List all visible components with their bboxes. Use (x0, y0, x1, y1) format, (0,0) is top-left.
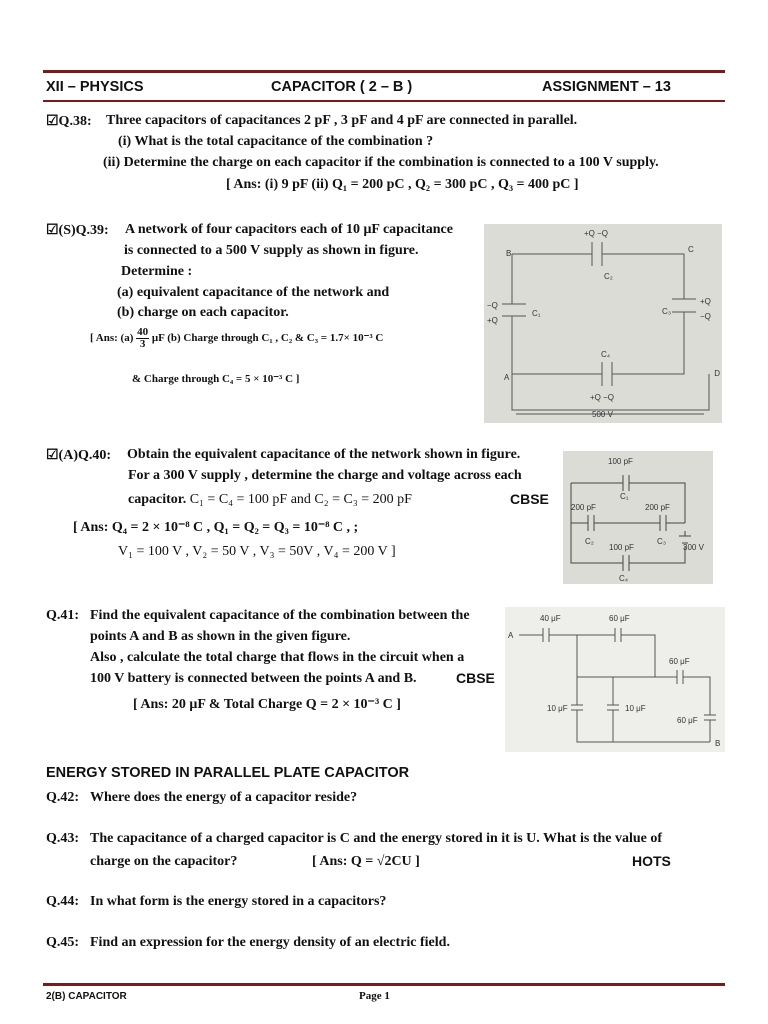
q43-answer: [ Ans: Q = √2CU ] (312, 854, 420, 869)
q38-answer: [ Ans: (i) 9 pF (ii) Q₁ = 200 pC , Q₂ = 300 pC , Q₃ = 400 pC ] (226, 177, 579, 192)
q40-circuit-diagram (563, 451, 713, 584)
q41-cap1-value: 40 μF (540, 614, 561, 623)
q38-text: Three capacitors of capacitances 2 pF , 3 pF and 4 pF are connected in parallel. (106, 113, 578, 128)
footer-rule (43, 983, 725, 986)
q39-line1: A network of four capacitors each of 10 μF capacitance (125, 222, 453, 237)
q40-figure (563, 451, 713, 584)
q40-answer2: V₁ = 100 V , V₂ = 50 V , V₃ = 50V , V₄ = 200 V ] (118, 544, 396, 559)
header-rule-top (43, 70, 725, 73)
q39-answer-num: 40 (137, 326, 149, 338)
q43-text: The capacitance of a charged capacitor is C and the energy stored in it is U. What is the value of (90, 831, 663, 846)
q39-answer-prefix: [ Ans: (a) (90, 332, 134, 345)
header-rule-bottom (43, 100, 725, 102)
q38-part-ii: (ii) Determine the charge on each capacitor if the combination is connected to a 100 V supply. (103, 155, 659, 170)
q41-cap3-value: 60 μF (669, 657, 690, 666)
q40-line3-prefix: capacitor. (128, 492, 187, 507)
q39-top-charge: +Q −Q (584, 229, 609, 238)
q43-line2: charge on the capacitor? (90, 854, 238, 869)
q40-line2: For a 300 V supply , determine the charge and voltage across each (128, 468, 522, 483)
q39-line2: is connected to a 500 V supply as shown in figure. (124, 243, 419, 258)
q41-cap2-value: 60 μF (609, 614, 630, 623)
footer-page: Page 1 (359, 990, 390, 1002)
q43-label: Q.43: (46, 831, 80, 846)
q39-node-a: A (504, 373, 510, 382)
q41-cbse-tag: CBSE (456, 670, 495, 686)
q40-c4-label: C₄ (619, 574, 629, 583)
q40-answer1: [ Ans: Q₄ = 2 × 10⁻⁸ C , Q₁ = Q₂ = Q₃ = 10⁻⁸ C , ; (73, 520, 359, 535)
q40-c4-value: 100 pF (609, 543, 634, 552)
q45-text: Find an expression for the energy density of an electric field. (90, 935, 450, 950)
q41-node-b: B (715, 739, 721, 748)
q39-answer-fraction (136, 327, 149, 350)
header-assignment: ASSIGNMENT – 13 (542, 79, 671, 95)
q44-label: Q.44: (46, 894, 80, 909)
q41-label: Q.41: (46, 608, 80, 623)
q42-label: Q.42: (46, 790, 80, 805)
q40-c1-value: 100 pF (608, 457, 633, 466)
q39-node-c: C (688, 245, 694, 254)
q41-node-a: A (508, 631, 514, 640)
q41-line2: points A and B as shown in the given figure. (90, 629, 351, 644)
header-topic: CAPACITOR ( 2 – B ) (271, 79, 413, 95)
q39-node-b: B (506, 249, 512, 258)
q41-circuit-diagram (505, 607, 725, 752)
q39-c1-label: C₁ (532, 309, 541, 318)
q39-figure (484, 224, 722, 423)
q40-c2-value: 200 pF (571, 503, 596, 512)
q40-c2-label: C₂ (585, 537, 594, 546)
q38-label: ☑Q.38: (46, 114, 92, 129)
q39-voltage: 500 V (592, 410, 613, 419)
q45-label: Q.45: (46, 935, 80, 950)
q40-c3-value: 200 pF (645, 503, 670, 512)
q41-figure (505, 607, 725, 752)
q40-label: ☑(A)Q.40: (46, 448, 112, 463)
q39-line3: Determine : (121, 264, 193, 279)
q39-circuit-diagram (484, 224, 722, 423)
q39-answer-a (90, 327, 383, 350)
q39-line5: (b) charge on each capacitor. (117, 305, 289, 320)
q40-c3-label: C₃ (657, 537, 667, 546)
q41-cap4-value: 10 μF (547, 704, 568, 713)
q39-node-d: D (714, 369, 720, 378)
q39-bottom-charge: +Q −Q (590, 393, 615, 402)
section-title: ENERGY STORED IN PARALLEL PLATE CAPACITOR (46, 765, 410, 781)
q39-c2-label: C₂ (604, 272, 613, 281)
q39-c3-label: C₃ (662, 307, 672, 316)
q40-voltage: 300 V (683, 543, 704, 552)
q40-line1: Obtain the equivalent capacitance of the network shown in figure. (127, 447, 521, 462)
q41-line3: Also , calculate the total charge that flows in the circuit when a (90, 650, 465, 665)
q41-line1: Find the equivalent capacitance of the combination between the (90, 608, 470, 623)
q44-text: In what form is the energy stored in a capacitors? (90, 894, 387, 909)
q39-answer-b: & Charge through C₄ = 5 × 10⁻³ C ] (132, 373, 300, 385)
q39-right-charge1: +Q (700, 297, 711, 306)
q41-answer: [ Ans: 20 μF & Total Charge Q = 2 × 10⁻³ C ] (133, 697, 401, 712)
q39-left-charge2: +Q (487, 316, 498, 325)
q43-hots-tag: HOTS (632, 853, 671, 869)
footer-left: 2(B) CAPACITOR (46, 991, 127, 1002)
q39-label: ☑(S)Q.39: (46, 223, 109, 238)
q40-line3 (128, 492, 412, 508)
q38-part-i: (i) What is the total capacitance of the combination ? (118, 134, 434, 149)
q40-cbse-tag: CBSE (510, 491, 549, 507)
q39-answer-den: 3 (139, 338, 146, 350)
header-subject: XII – PHYSICS (46, 79, 144, 95)
q39-line4: (a) equivalent capacitance of the network and (117, 285, 390, 300)
q39-c4-label: C₄ (601, 350, 611, 359)
q41-cap6-value: 60 μF (677, 716, 698, 725)
q41-cap5-value: 10 μF (625, 704, 646, 713)
q39-right-charge2: −Q (700, 312, 711, 321)
q39-answer-rest: μF (b) Charge through C₁ , C₂ & C₃ = 1.7× 10⁻³ C (151, 332, 384, 345)
q39-left-charge1: −Q (487, 301, 498, 310)
q40-line3-values: C₁ = C₄ = 100 pF and C₂ = C₃ = 200 pF (189, 492, 412, 507)
q40-c1-label: C₁ (620, 492, 629, 501)
q41-line4: 100 V battery is connected between the points A and B. (90, 671, 417, 686)
q42-text: Where does the energy of a capacitor reside? (90, 790, 358, 805)
